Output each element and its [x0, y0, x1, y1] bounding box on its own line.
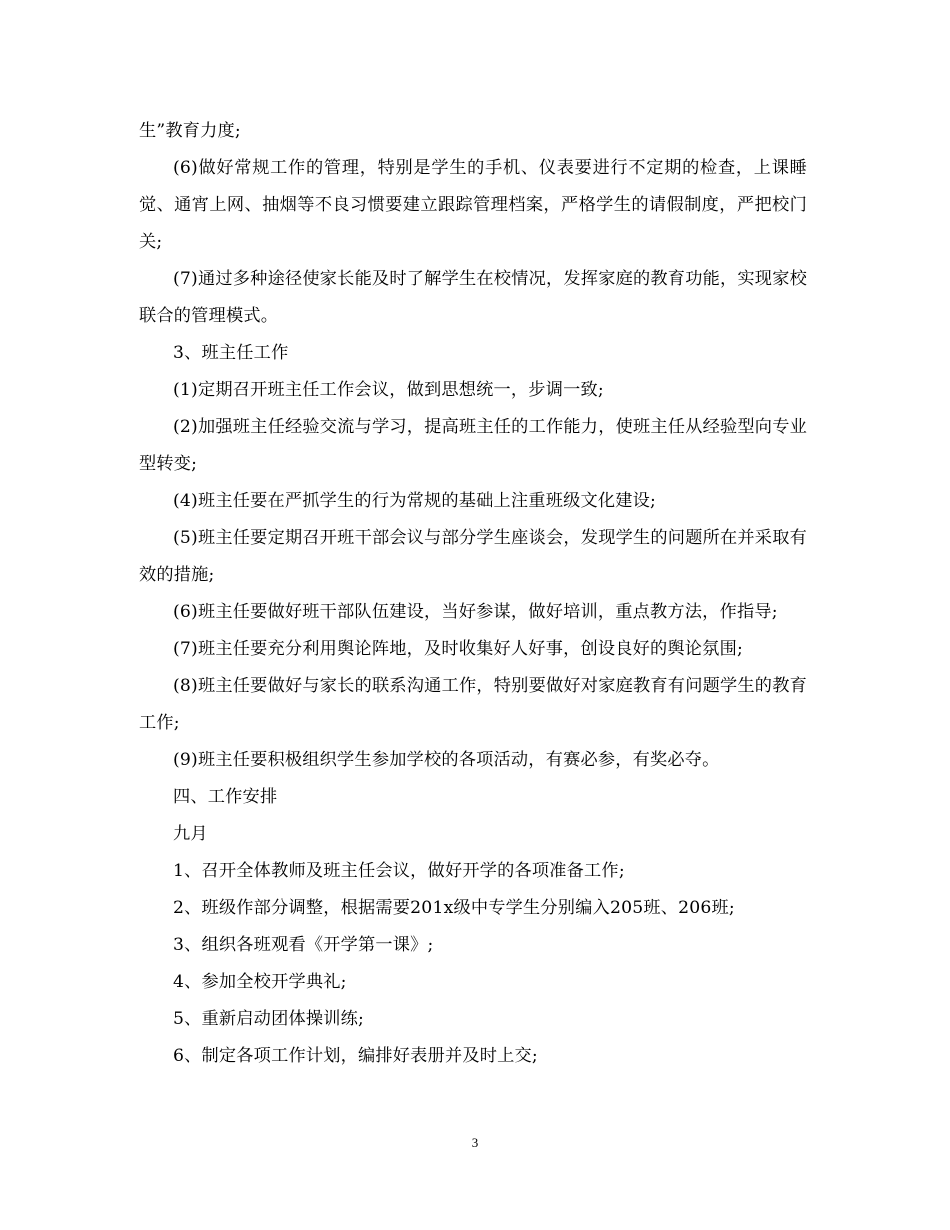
- list-item: 4、参加全校开学典礼;: [173, 972, 347, 992]
- section-heading: 3、班主任工作: [173, 343, 289, 363]
- document-body: [139, 113, 807, 1075]
- paragraph: (4)班主任要在严抓学生的行为常规的基础上注重班级文化建设;: [173, 491, 657, 511]
- month-heading: 九月: [173, 824, 208, 844]
- section-heading: 四、工作安排: [173, 787, 278, 807]
- paragraph: (2)加强班主任经验交流与学习，提高班主任的工作能力，使班主任从经验型向专业型转变;: [139, 417, 807, 474]
- paragraph: (8)班主任要做好与家长的联系沟通工作，特别要做好对家庭教育有问题学生的教育工作;: [139, 676, 807, 733]
- paragraph: (5)班主任要定期召开班干部会议与部分学生座谈会，发现学生的问题所在并采取有效的措施;: [139, 528, 807, 585]
- paragraph: (6)做好常规工作的管理，特别是学生的手机、仪表要进行不定期的检查，上课睡觉、通宵上网、抽烟等不良习惯要建立跟踪管理档案，严格学生的请假制度，严把校门关;: [139, 158, 807, 252]
- page-number: 3: [471, 1135, 479, 1150]
- list-item: 3、组织各班观看《开学第一课》;: [173, 935, 434, 955]
- list-item: 2、班级作部分调整，根据需要201x级中专学生分别编入205班、206班;: [173, 898, 735, 918]
- paragraph: (1)定期召开班主任工作会议，做到思想统一，步调一致;: [173, 380, 604, 400]
- list-item: 6、制定各项工作计划，编排好表册并及时上交;: [173, 1046, 538, 1066]
- paragraph: (7)通过多种途径使家长能及时了解学生在校情况，发挥家庭的教育功能，实现家校联合的管理模式。: [139, 269, 807, 326]
- list-item: 1、召开全体教师及班主任会议，做好开学的各项准备工作;: [173, 861, 625, 881]
- paragraph: (9)班主任要积极组织学生参加学校的各项活动，有赛必参，有奖必夺。: [173, 750, 720, 770]
- paragraph: (7)班主任要充分利用舆论阵地，及时收集好人好事，创设良好的舆论氛围;: [173, 639, 743, 659]
- list-item: 5、重新启动团体操训练;: [173, 1009, 365, 1029]
- paragraph: (6)班主任要做好班干部队伍建设，当好参谋，做好培训，重点教方法，作指导;: [173, 602, 778, 622]
- paragraph: 生”教育力度;: [139, 121, 241, 141]
